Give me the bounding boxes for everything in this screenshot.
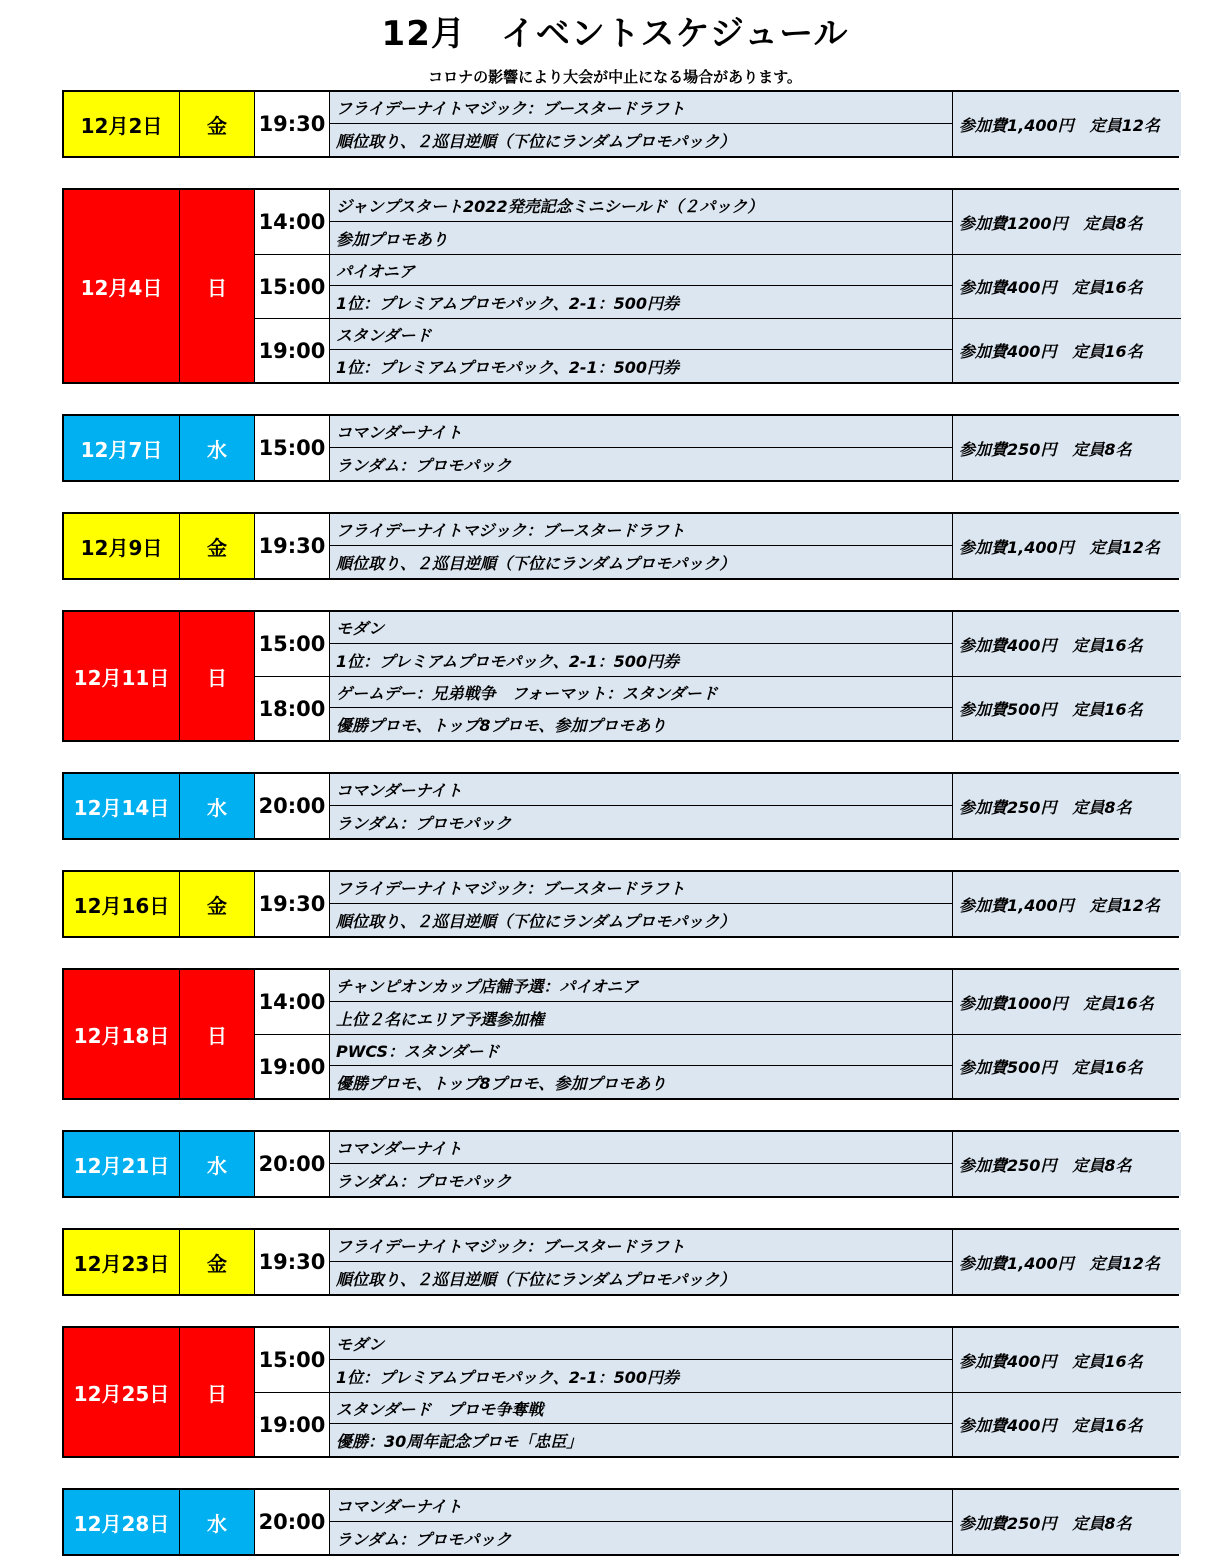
event-time: 15:00 <box>255 416 330 480</box>
event-details: 1位：プレミアムプロモパック、2-1：500円券 <box>330 286 953 318</box>
event-fee-capacity: 参加費1,400円 定員12名 <box>953 92 1181 156</box>
event-time: 14:00 <box>255 190 330 254</box>
event-name: フライデーナイトマジック：ブースタードラフト <box>330 514 953 546</box>
event-details: ランダム：プロモパック <box>330 806 953 838</box>
event-date: 12月7日 <box>64 416 180 480</box>
event-schedule-table <box>62 90 1179 1556</box>
event-fee-capacity: 参加費1000円 定員16名 <box>953 970 1181 1034</box>
event-details: 順位取り、２巡目逆順（下位にランダムプロモパック） <box>330 1262 953 1294</box>
event-weekday: 金 <box>180 514 255 578</box>
event-details: 順位取り、２巡目逆順（下位にランダムプロモパック） <box>330 904 953 936</box>
event-name: ゲームデー：兄弟戦争 フォーマット：スタンダード <box>330 676 953 708</box>
event-weekday: 水 <box>180 774 255 838</box>
event-time: 19:30 <box>255 514 330 578</box>
event-date: 12月21日 <box>64 1132 180 1196</box>
event-block <box>62 772 1179 840</box>
event-fee-capacity: 参加費500円 定員16名 <box>953 676 1181 740</box>
event-name: スタンダード プロモ争奪戦 <box>330 1392 953 1424</box>
page-title: 12月 イベントスケジュール <box>381 14 849 54</box>
event-time: 15:00 <box>255 1328 330 1392</box>
event-block <box>62 1130 1179 1198</box>
event-date: 12月4日 <box>64 190 180 382</box>
event-weekday: 金 <box>180 872 255 936</box>
event-date: 12月11日 <box>64 612 180 740</box>
event-time: 14:00 <box>255 970 330 1034</box>
event-weekday: 日 <box>180 612 255 740</box>
event-time: 15:00 <box>255 612 330 676</box>
event-weekday: 水 <box>180 1490 255 1554</box>
event-name: スタンダード <box>330 318 953 350</box>
event-details: 優勝：30周年記念プロモ「忠臣」 <box>330 1424 953 1456</box>
event-fee-capacity: 参加費400円 定員16名 <box>953 1392 1181 1456</box>
event-name: モダン <box>330 612 953 644</box>
event-name: ジャンプスタート2022発売記念ミニシールド（２パック） <box>330 190 953 222</box>
event-fee-capacity: 参加費400円 定員16名 <box>953 254 1181 318</box>
event-time: 19:00 <box>255 1034 330 1098</box>
event-time: 19:00 <box>255 318 330 382</box>
event-name: フライデーナイトマジック：ブースタードラフト <box>330 92 953 124</box>
event-date: 12月25日 <box>64 1328 180 1456</box>
event-name: モダン <box>330 1328 953 1360</box>
event-details: 上位２名にエリア予選参加権 <box>330 1002 953 1034</box>
event-date: 12月14日 <box>64 774 180 838</box>
event-name: コマンダーナイト <box>330 416 953 448</box>
event-name: コマンダーナイト <box>330 1132 953 1164</box>
event-block <box>62 90 1179 158</box>
event-block <box>62 968 1179 1100</box>
event-details: 参加プロモあり <box>330 222 953 254</box>
event-time: 15:00 <box>255 254 330 318</box>
event-fee-capacity: 参加費1,400円 定員12名 <box>953 872 1181 936</box>
event-name: フライデーナイトマジック：ブースタードラフト <box>330 872 953 904</box>
event-details: 1位：プレミアムプロモパック、2-1：500円券 <box>330 1360 953 1392</box>
event-name: パイオニア <box>330 254 953 286</box>
event-block <box>62 512 1179 580</box>
event-details: 優勝プロモ、トップ8プロモ、参加プロモあり <box>330 708 953 740</box>
event-fee-capacity: 参加費400円 定員16名 <box>953 318 1181 382</box>
event-details: 1位：プレミアムプロモパック、2-1：500円券 <box>330 644 953 676</box>
event-time: 19:00 <box>255 1392 330 1456</box>
event-time: 18:00 <box>255 676 330 740</box>
event-name: コマンダーナイト <box>330 774 953 806</box>
event-details: 優勝プロモ、トップ8プロモ、参加プロモあり <box>330 1066 953 1098</box>
event-block <box>62 1326 1179 1458</box>
event-name: コマンダーナイト <box>330 1490 953 1522</box>
event-block <box>62 414 1179 482</box>
event-date: 12月18日 <box>64 970 180 1098</box>
event-date: 12月2日 <box>64 92 180 156</box>
event-weekday: 水 <box>180 416 255 480</box>
event-date: 12月23日 <box>64 1230 180 1294</box>
event-fee-capacity: 参加費250円 定員8名 <box>953 774 1181 838</box>
event-name: フライデーナイトマジック：ブースタードラフト <box>330 1230 953 1262</box>
event-fee-capacity: 参加費250円 定員8名 <box>953 416 1181 480</box>
event-weekday: 日 <box>180 190 255 382</box>
event-block <box>62 870 1179 938</box>
event-date: 12月9日 <box>64 514 180 578</box>
event-details: 順位取り、２巡目逆順（下位にランダムプロモパック） <box>330 124 953 156</box>
event-weekday: 金 <box>180 92 255 156</box>
event-details: 1位：プレミアムプロモパック、2-1：500円券 <box>330 350 953 382</box>
event-time: 19:30 <box>255 92 330 156</box>
event-time: 20:00 <box>255 1132 330 1196</box>
event-time: 19:30 <box>255 1230 330 1294</box>
event-date: 12月16日 <box>64 872 180 936</box>
event-details: 順位取り、２巡目逆順（下位にランダムプロモパック） <box>330 546 953 578</box>
event-details: ランダム：プロモパック <box>330 1522 953 1554</box>
event-details: ランダム：プロモパック <box>330 1164 953 1196</box>
event-time: 20:00 <box>255 774 330 838</box>
event-block <box>62 610 1179 742</box>
event-time: 19:30 <box>255 872 330 936</box>
event-date: 12月28日 <box>64 1490 180 1554</box>
event-block <box>62 1228 1179 1296</box>
event-name: PWCS：スタンダード <box>330 1034 953 1066</box>
notice-text: コロナの影響により大会が中止になる場合があります。 <box>428 68 802 86</box>
event-weekday: 日 <box>180 970 255 1098</box>
event-weekday: 金 <box>180 1230 255 1294</box>
event-fee-capacity: 参加費250円 定員8名 <box>953 1132 1181 1196</box>
event-weekday: 日 <box>180 1328 255 1456</box>
event-weekday: 水 <box>180 1132 255 1196</box>
event-time: 20:00 <box>255 1490 330 1554</box>
event-details: ランダム：プロモパック <box>330 448 953 480</box>
event-fee-capacity: 参加費250円 定員8名 <box>953 1490 1181 1554</box>
event-name: チャンピオンカップ店舗予選：パイオニア <box>330 970 953 1002</box>
event-fee-capacity: 参加費1200円 定員8名 <box>953 190 1181 254</box>
event-fee-capacity: 参加費400円 定員16名 <box>953 612 1181 676</box>
event-fee-capacity: 参加費1,400円 定員12名 <box>953 1230 1181 1294</box>
event-block <box>62 1488 1179 1556</box>
event-fee-capacity: 参加費400円 定員16名 <box>953 1328 1181 1392</box>
event-fee-capacity: 参加費500円 定員16名 <box>953 1034 1181 1098</box>
event-block <box>62 188 1179 384</box>
event-fee-capacity: 参加費1,400円 定員12名 <box>953 514 1181 578</box>
